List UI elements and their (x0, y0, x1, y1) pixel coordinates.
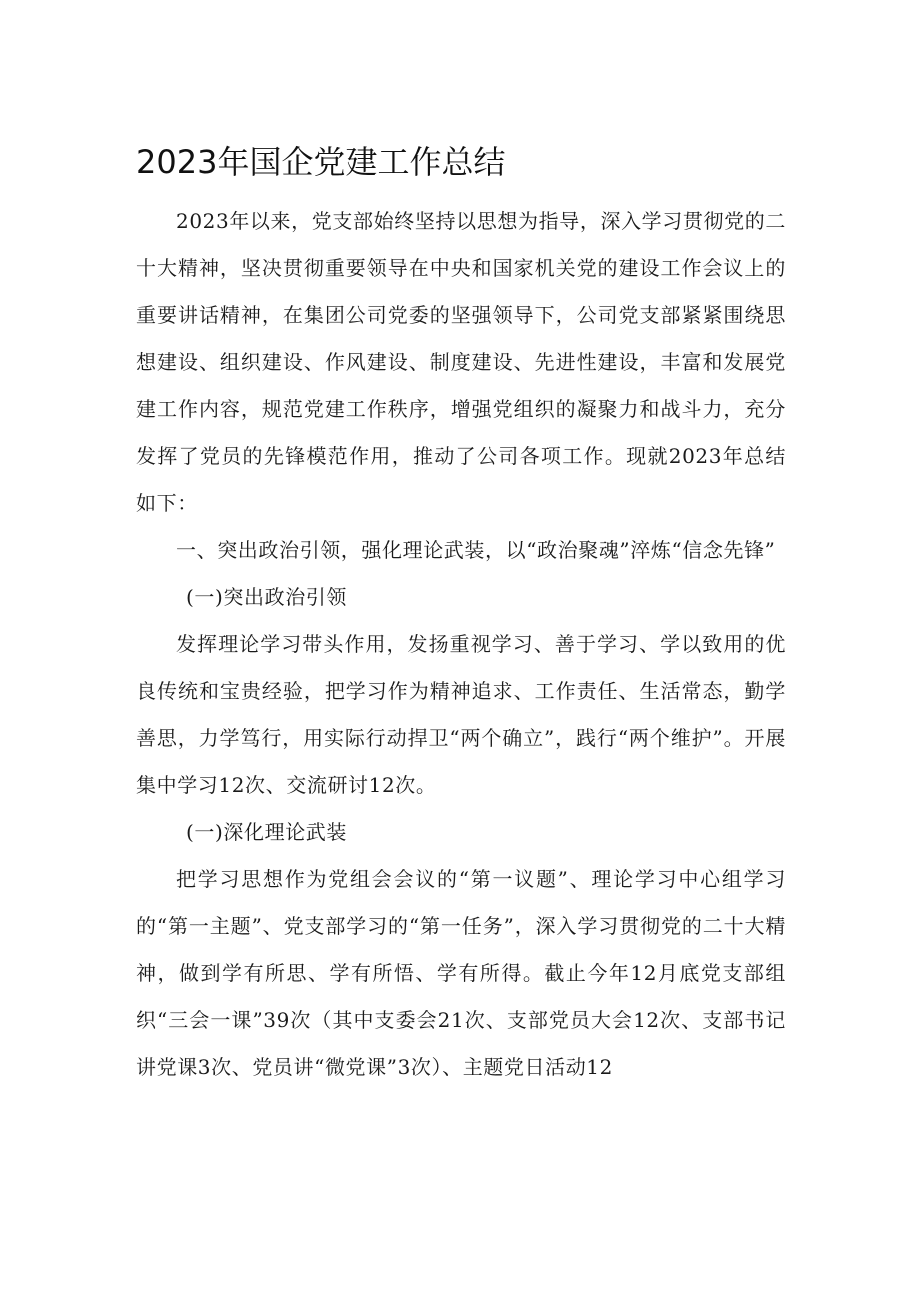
subsection-paragraph-2: 把学习思想作为党组会会议的“第一议题”、理论学习中心组学习的“第一主题”、党支部学习的“第一任务”，深入学习贯彻党的二十大精神，做到学有所思、学有所悟、学有所得。截止今年12月底党支部组织“三会一课”39次（其中支委会21次、支部党员大会12次、支部书记讲党课3次、党员讲“微党课”3次）、主题党日活动12 (136, 867, 786, 1079)
document-title: 2023年国企党建工作总结 (136, 143, 506, 181)
subsection-paragraph-1: 发挥理论学习带头作用，发扬重视学习、善于学习、学以致用的优良传统和宝贵经验，把学习作为精神追求、工作责任、生活常态，勤学善思，力学笃行，用实际行动捍卫“两个确立”，践行“两个维护”。开展集中学习12次、交流研讨12次。 (136, 632, 786, 797)
subsection-heading-2: (一)深化理论武装 (186, 820, 348, 844)
section-heading-1: 一、突出政治引领，强化理论武装，以“政治聚魂”淬炼“信念先锋” (176, 538, 776, 562)
document-body (136, 198, 786, 1091)
subsection-heading-1: (一)突出政治引领 (186, 585, 348, 609)
intro-paragraph: 2023年以来，党支部始终坚持以思想为指导，深入学习贯彻党的二十大精神，坚决贯彻重要领导在中央和国家机关党的建设工作会议上的重要讲话精神，在集团公司党委的坚强领导下，公司党支部紧紧围绕思想建设、组织建设、作风建设、制度建设、先进性建设，丰富和发展党建工作内容，规范党建工作秩序，增强党组织的凝聚力和战斗力，充分发挥了党员的先锋模范作用，推动了公司各项工作。现就2023年总结如下： (136, 209, 786, 515)
